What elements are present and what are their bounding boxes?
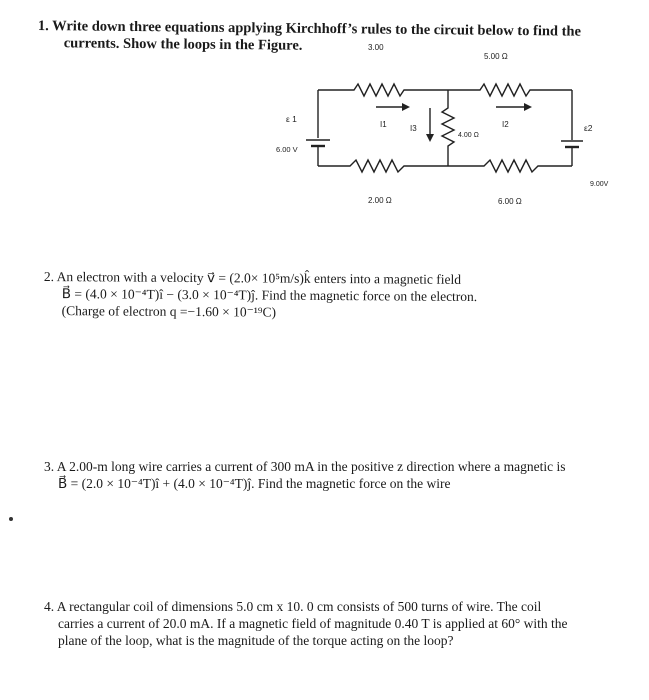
i1-arrowhead: [402, 103, 410, 111]
label-emf-2: ε2: [584, 123, 593, 133]
question-3-line-1: 3. A 2.00-m long wire carries a current of 300 mA in the positive z direction where a magnetic is: [44, 459, 566, 474]
label-i2: I2: [502, 120, 509, 129]
label-emf-1-value: 6.00 V: [276, 145, 298, 154]
label-r-bottom-left: 2.00 Ω: [368, 196, 392, 205]
top-wire: [318, 84, 572, 96]
label-emf-1: ε 1: [286, 114, 297, 124]
question-2: [44, 268, 604, 323]
label-i3: I3: [410, 124, 417, 133]
i2-arrowhead: [524, 103, 532, 111]
question-2-line-3: (Charge of electron q =−1.60 × 10⁻¹⁹C): [61, 303, 277, 320]
question-4-line-1: 4. A rectangular coil of dimensions 5.0 cm x 10. 0 cm consists of 500 turns of wire. The coil: [44, 599, 542, 614]
label-r-top-right: 5.00 Ω: [484, 52, 508, 61]
question-4: [44, 598, 634, 649]
question-4-line-3: plane of the loop, what is the magnitude of the torque acting on the loop?: [58, 633, 454, 648]
question-1-line-2: currents. Show the loops in the Figure.: [63, 35, 303, 54]
stray-mark: [9, 517, 13, 521]
label-r-bottom-right: 6.00 Ω: [498, 197, 522, 206]
label-r-top-left: 3.00: [368, 43, 384, 52]
middle-resistor-branch: [442, 90, 454, 166]
question-2-line-1: 2. An electron with a velocity v⃗ = (2.0× 10⁵m/s)k̂ enters into a magnetic field: [43, 268, 462, 287]
bottom-wire: [318, 160, 572, 172]
label-r-middle: 4.00 Ω: [458, 132, 479, 139]
label-i1: I1: [380, 120, 387, 129]
question-2-line-2: B⃗ = (4.0 × 10⁻⁴T)î − (3.0 × 10⁻⁴T)ĵ. Find the magnetic force on the electron.: [61, 286, 478, 305]
question-3-line-2: B⃗ = (2.0 × 10⁻⁴T)î + (4.0 × 10⁻⁴T)ĵ. Find the magnetic force on the wire: [58, 476, 451, 491]
i3-arrowhead: [426, 134, 434, 142]
question-1-line-1: 1. Write down three equations applying Kirchhoff’s rules to the circuit below to find the: [37, 18, 582, 40]
question-3: [44, 458, 624, 492]
label-emf-2-value: 9.00V: [590, 181, 609, 188]
question-4-line-2: carries a current of 20.0 mA. If a magnetic field of magnitude 0.40 T is applied at 60° with the: [58, 616, 568, 631]
